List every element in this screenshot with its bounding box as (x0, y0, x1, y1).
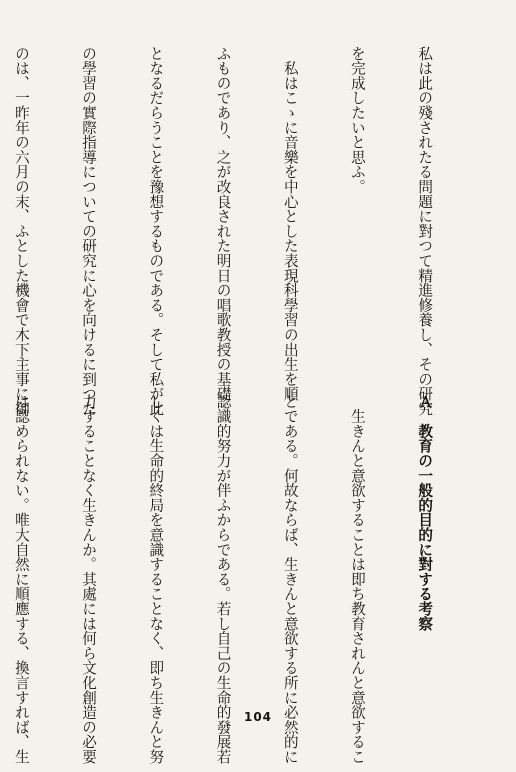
upper-text-block (12, 46, 480, 416)
text-line: 私はこゝに音樂を中心とした表現科學習の出生を順 (281, 46, 299, 402)
text-line: 力することなく生きんか。其處には何ら文化創造の必要 (80, 394, 98, 764)
text-line: を完成したいと思ふ。 (348, 46, 366, 194)
subsection-heading: Ａ 教育の一般的目的に對する考察 (416, 394, 434, 631)
text-line: しくは生命的終局を意識することなく、即ち生きんと努 (147, 394, 165, 764)
page-number: 104 (243, 710, 273, 724)
text-line: となるだらうことを豫想するものである。そして私が此 (147, 46, 165, 416)
text-line: ふものであり、之が改良された明日の唱歌教授の基礎 (214, 46, 232, 402)
text-line: 生きんと意欲することは即ち教育されんと意欲するこ (348, 394, 366, 764)
text-line: とである。何故ならば、生きんと意欲する所に必然的に (281, 394, 299, 764)
text-line: のは、一昨年の六月の末、ふとした機會で木下主事に御 (12, 46, 30, 416)
text-line: は認められない。唯大自然に順應する、換言すれば、生 (12, 394, 30, 764)
text-line: 認識的努力が伴ふからである。若し自己の生命的發展若 (214, 394, 232, 764)
text-line: 私は此の殘されたる問題に對つて精進修養し、その研究 (416, 46, 434, 416)
text-line: の學習の實際指導についての研究に心を向けるに到つた (80, 46, 98, 416)
